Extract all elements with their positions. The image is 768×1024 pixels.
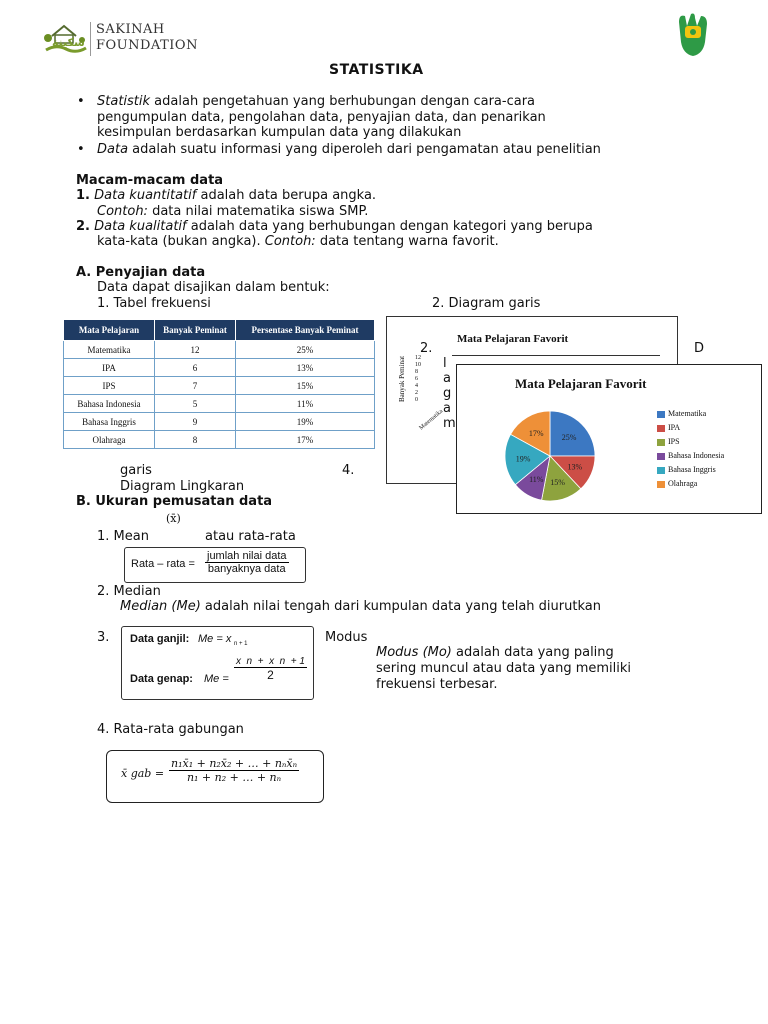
gab-label: 4. Rata-rata gabungan	[97, 722, 244, 737]
col-header-percent: Persentase Banyak Peminat	[236, 320, 375, 341]
cell-count: 12	[155, 341, 236, 359]
cell-subject: Olahraga	[64, 431, 155, 449]
def-statistik-line3: kesimpulan berdasarkan kumpulan data yang dilakukan	[97, 125, 462, 140]
section-b-heading: B. Ukuran pemusatan data	[76, 494, 273, 509]
frequency-table	[63, 319, 375, 449]
section-a-opt2: 2. Diagram garis	[432, 296, 541, 311]
type2-line2	[97, 234, 499, 249]
type2-example-text: data tentang warna favorit.	[315, 234, 499, 249]
mean-suffix: atau rata-rata	[205, 529, 296, 544]
cell-percent: 15%	[236, 377, 375, 395]
cell-count: 5	[155, 395, 236, 413]
type1-example-label: Contoh:	[97, 204, 148, 219]
col-header-count: Banyak Peminat	[155, 320, 236, 341]
type1-example-text: data nilai matematika siswa SMP.	[147, 204, 369, 219]
opt4-text: Diagram Lingkaran	[120, 479, 245, 494]
hands-emblem-icon	[675, 12, 711, 58]
line-chart-hline	[452, 355, 660, 356]
cell-percent: 25%	[236, 341, 375, 359]
pie-chart-title: Mata Pelajaran Favorit	[515, 376, 647, 391]
def-data-term: Data	[97, 142, 129, 157]
table-row	[64, 359, 375, 377]
opt4-num: 4.	[342, 463, 355, 478]
def-statistik-line2: pengumpulan data, pengolahan data, penyajian data, dan penarikan	[97, 110, 546, 125]
legend-label: Bahasa Inggris	[668, 465, 716, 474]
type1-example	[97, 204, 368, 219]
pie-data-label: 15%	[550, 477, 565, 487]
line-chart-ylabel: Banyak Peminat	[398, 355, 407, 403]
legend-label: Matematika	[668, 409, 707, 418]
gab-num: n₁x̄₁ + n₂x̄₂ + … + nₙx̄ₙ	[171, 757, 298, 770]
cell-count: 9	[155, 413, 236, 431]
mean-formula-box	[124, 547, 306, 583]
legend-swatch	[657, 481, 665, 488]
ytick: 6	[415, 376, 418, 382]
modus-label: Modus	[325, 630, 368, 645]
ytick: 12	[415, 355, 421, 361]
genap-formula: Me =	[204, 673, 229, 685]
org-name-line1: SAKINAH	[96, 22, 165, 37]
median-text: adalah nilai tengah dari kumpulan data yang telah diurutkan	[200, 599, 601, 614]
legend-item-ipa	[657, 423, 680, 432]
line-chart-xlabel: Matematika	[418, 408, 445, 432]
gab-den: n₁ + n₂ + … + nₙ	[186, 771, 282, 784]
cell-count: 6	[155, 359, 236, 377]
ganjil-label: Data ganjil:	[130, 633, 190, 645]
line-chart-title: Mata Pelajaran Favorit	[457, 333, 569, 345]
ytick: 0	[415, 397, 418, 403]
stray-letter: l	[443, 356, 447, 371]
legend-swatch	[657, 439, 665, 446]
ytick: 4	[415, 383, 418, 389]
table-header-row	[64, 320, 375, 341]
stray-letter: m	[443, 416, 456, 431]
mean-formula-den: banyaknya data	[207, 563, 286, 575]
legend-item-bahasa-inggris	[657, 465, 716, 474]
table-row	[64, 395, 375, 413]
def-statistik-term: Statistik	[97, 94, 151, 109]
genap-den: 2	[267, 668, 274, 682]
section-a-intro: Data dapat disajikan dalam bentuk:	[97, 280, 330, 295]
cell-subject: IPS	[64, 377, 155, 395]
mean-formula-left: Rata – rata =	[131, 558, 195, 570]
gab-left: x̄ gab =	[121, 767, 165, 780]
type2-text2: kata-kata (bukan angka).	[97, 234, 265, 249]
legend-swatch	[657, 453, 665, 460]
legend-label: Bahasa Indonesia	[668, 451, 725, 460]
legend-item-bahasa-indonesia	[657, 451, 724, 460]
org-name-line2: FOUNDATION	[96, 38, 198, 53]
pie-chart-box	[456, 364, 762, 514]
type1-num: 1.	[76, 188, 90, 203]
legend-item-ips	[657, 437, 680, 446]
legend-label: IPS	[668, 437, 680, 446]
type1-text: adalah data berupa angka.	[196, 188, 377, 203]
genap-label: Data genap:	[130, 673, 193, 685]
pie-data-label: 13%	[567, 462, 583, 472]
def-statistik-line1	[97, 94, 535, 109]
gab-fraction	[169, 757, 299, 784]
def-data-text: adalah suatu informasi yang diperoleh dari pengamatan atau penelitian	[128, 142, 601, 157]
mean-formula-num: jumlah nilai data	[207, 550, 287, 562]
line-chart-yticks	[415, 355, 421, 404]
cell-subject: Bahasa Indonesia	[64, 395, 155, 413]
stray-letter: a	[443, 371, 451, 386]
logo-divider	[90, 22, 91, 56]
col-header-subject: Mata Pelajaran	[64, 320, 155, 341]
ganjil-formula: Me = x	[198, 633, 232, 645]
type1-term: Data kuantitatif	[94, 188, 197, 203]
modus-def-line2: sering muncul atau data yang memiliki	[376, 661, 632, 676]
section-a-heading: A. Penyajian data	[76, 265, 206, 280]
type2-line	[76, 219, 593, 234]
legend-swatch	[657, 467, 665, 474]
median-term: Median (Me)	[120, 599, 201, 614]
type1-line	[76, 188, 376, 203]
def-data-line	[97, 142, 601, 157]
table-row	[64, 377, 375, 395]
stray-2: 2.	[420, 341, 433, 356]
pie-chart	[495, 401, 605, 511]
cell-percent: 19%	[236, 413, 375, 431]
hands-emblem	[675, 12, 711, 58]
table-row	[64, 413, 375, 431]
legend-item-olahraga	[657, 479, 697, 488]
gab-formula-box	[106, 750, 324, 803]
page-title: STATISTIKA	[329, 62, 424, 78]
legend-item-matematika	[657, 409, 706, 418]
type2-example-label: Contoh:	[264, 234, 316, 249]
mean-label: 1. Mean	[97, 529, 149, 544]
ytick: 2	[415, 390, 418, 396]
section-a-opt1: 1. Tabel frekuensi	[97, 296, 211, 311]
type2-term: Data kualitatif	[94, 219, 187, 234]
frequency-table-wrap	[63, 319, 375, 449]
modus-def-line1	[376, 645, 614, 660]
table-row	[64, 431, 375, 449]
ytick: 8	[415, 369, 418, 375]
garis-text: garis	[120, 463, 152, 478]
def-statistik-text1: adalah pengetahuan yang berhubungan dengan cara-cara	[150, 94, 536, 109]
table-row	[64, 341, 375, 359]
ganjil-sub: n + 1	[234, 641, 248, 647]
cell-subject: IPA	[64, 359, 155, 377]
type2-text: adalah data yang berhubungan dengan kategori yang berupa	[186, 219, 593, 234]
types-heading: Macam-macam data	[76, 173, 224, 188]
cell-subject: Matematika	[64, 341, 155, 359]
cell-percent: 17%	[236, 431, 375, 449]
cell-count: 7	[155, 377, 236, 395]
legend-swatch	[657, 411, 665, 418]
legend-swatch	[657, 425, 665, 432]
mean-formula-fraction	[205, 550, 289, 575]
pie-legend	[657, 409, 757, 499]
legend-label: Olahraga	[668, 479, 698, 488]
xbar-symbol: (x̄)	[166, 512, 181, 525]
type2-num: 2.	[76, 219, 90, 234]
genap-fraction	[234, 656, 307, 682]
pie-data-label: 19%	[515, 454, 531, 464]
cell-count: 8	[155, 431, 236, 449]
logo-arabic: سكينة	[52, 36, 85, 49]
modus-def-line3: frekuensi terbesar.	[376, 677, 498, 692]
cell-subject: Bahasa Inggris	[64, 413, 155, 431]
median-label: 2. Median	[97, 584, 161, 599]
cell-percent: 13%	[236, 359, 375, 377]
ytick: 10	[415, 362, 421, 368]
cell-percent: 11%	[236, 395, 375, 413]
num-3: 3.	[97, 630, 110, 645]
stray-letter: g	[443, 386, 452, 401]
pie-data-label: 17%	[528, 428, 544, 438]
pie-data-label: 11%	[529, 475, 544, 485]
median-def	[120, 599, 601, 614]
modus-text1: adalah data yang paling	[451, 645, 614, 660]
stray-letters	[443, 356, 456, 431]
pie-data-label: 25%	[561, 432, 577, 442]
stray-D: D	[694, 341, 705, 356]
legend-label: IPA	[668, 423, 681, 432]
genap-num: x n + x n + 1	[236, 656, 305, 667]
org-name	[96, 22, 198, 54]
stray-letter: a	[443, 401, 451, 416]
median-formula-box	[121, 626, 314, 700]
modus-term: Modus (Mo)	[376, 645, 452, 660]
